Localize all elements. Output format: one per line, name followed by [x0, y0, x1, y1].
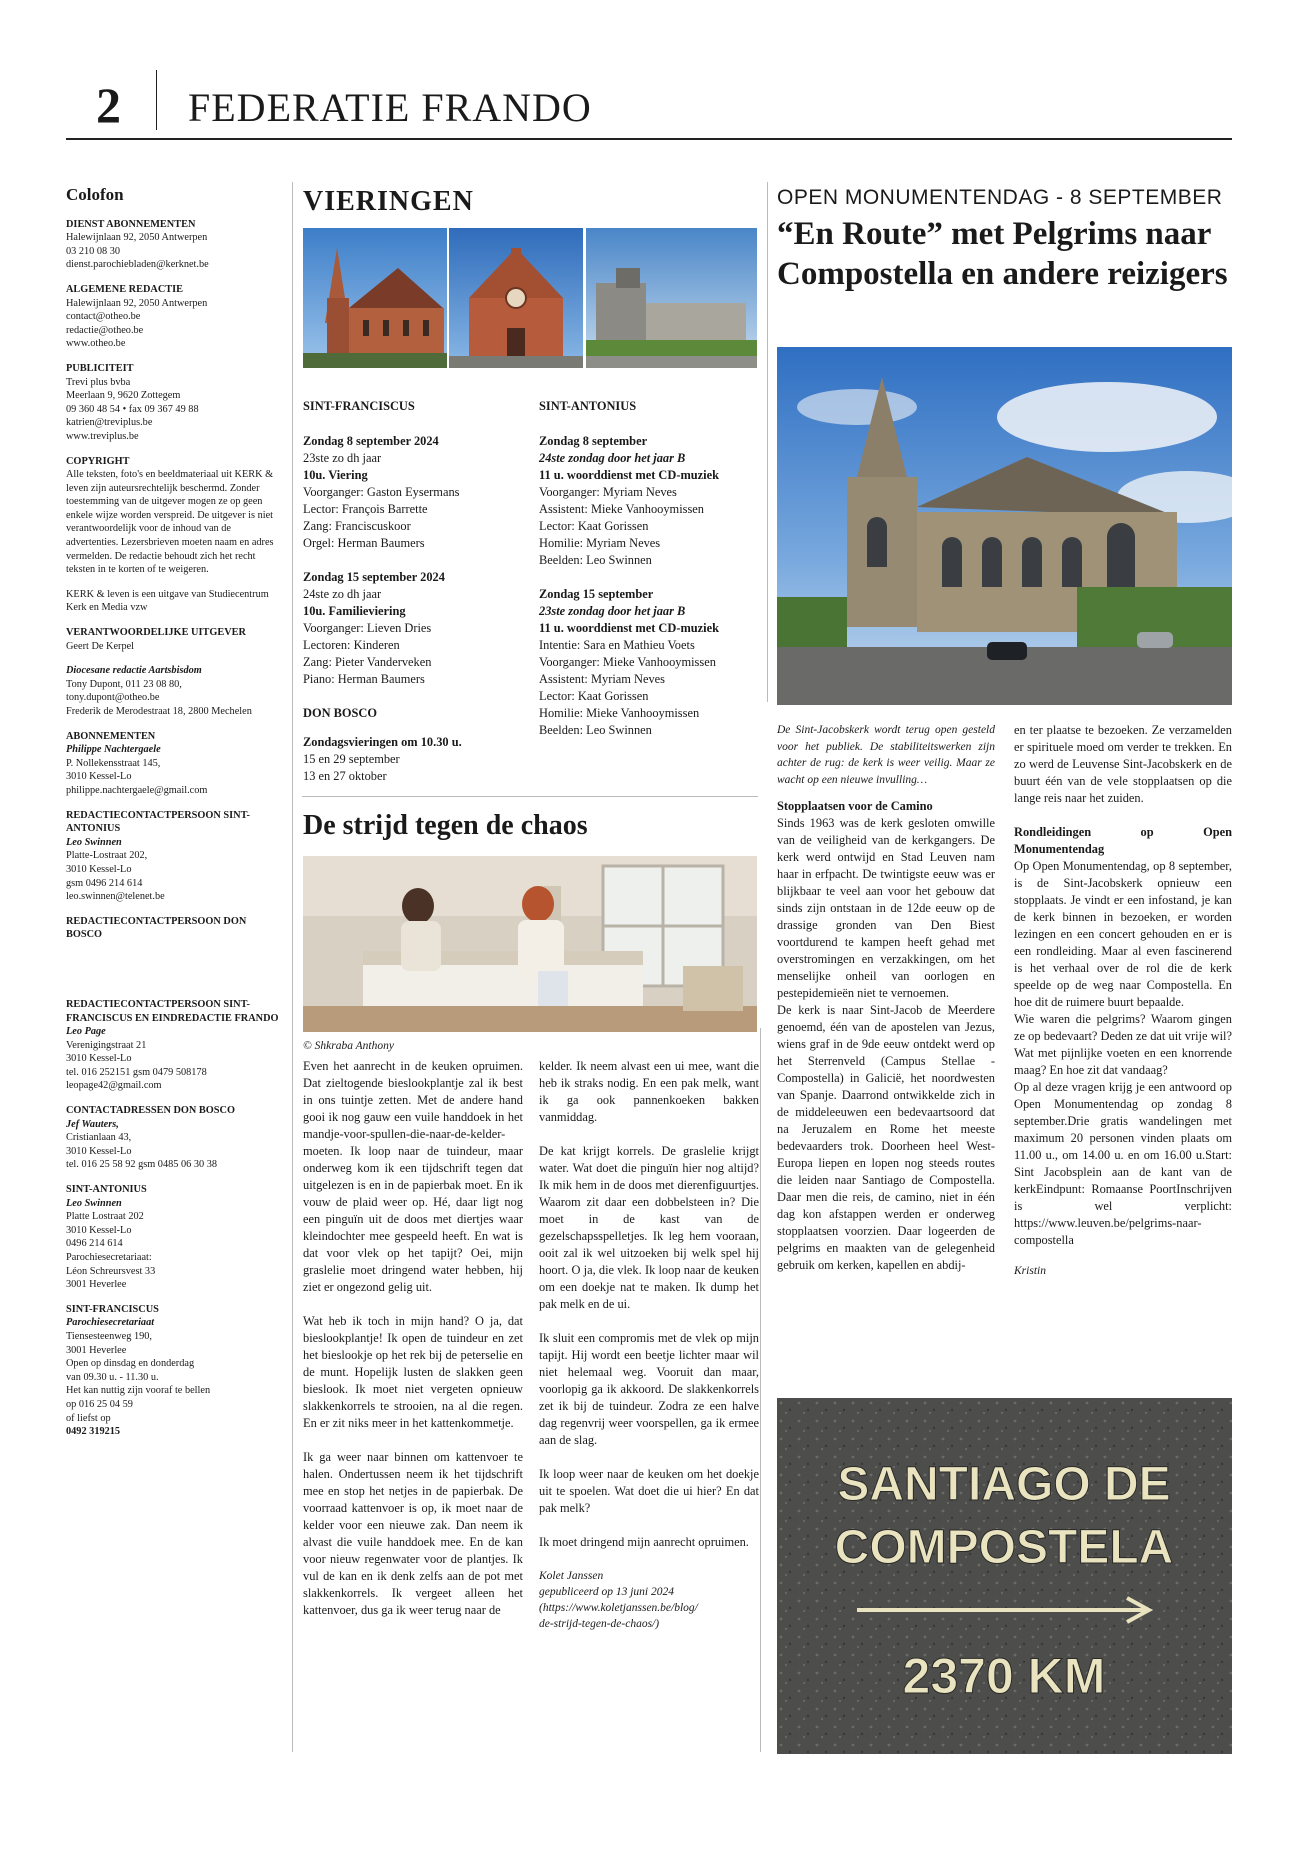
church-photo-donbosco	[586, 228, 757, 368]
service-line: Voorganger: Gaston Eysermans	[303, 485, 460, 499]
service-sunday: 24ste zondag door het jaar B	[539, 451, 686, 465]
paragraph: Sinds 1963 was de kerk gesloten omwille van de veiligheid van de kerkgangers. De kerk werd ontwijd en Stad Leuven nam haar in erfpacht. De twintigste eeuw was er blijkbaar te veel aan voor het gebouw dat sinds zijn ontstaan in de 12de eeuw op de drassige gronden van Den Biest voortdurend te kampen heeft gehad met overstromingen en verzakkingen, om het menselijke onheil van oorlogen en pestepidemieën niet te vernoemen.	[777, 816, 995, 1000]
colofon-heading: ABONNEMENTEN	[66, 730, 156, 742]
service-date: Zondagsvieringen om 10.30 u.	[303, 735, 462, 749]
services-antonius	[539, 398, 757, 739]
service-line: Homilie: Mieke Vanhooymissen	[539, 706, 700, 720]
colofon-contact-name: Parochiesecretariaat	[66, 1317, 155, 1329]
colofon-line: Tiensesteenweg 190,	[66, 1330, 152, 1342]
paragraph: kelder. Ik neem alvast een ui mee, want die heb ik straks nodig. En een pak melk, want ik ga ook pannenkoeken bakken vanmiddag.	[539, 1059, 759, 1124]
colofon-contact-name: Leo Swinnen	[66, 836, 122, 848]
colofon-line: Geert De Kerpel	[66, 640, 135, 652]
colofon-title: Colofon	[66, 185, 124, 204]
church-photo-franciscus	[303, 228, 447, 368]
colofon-contact-name: Jef Wauters,	[66, 1118, 119, 1130]
colofon-line: Halewijnlaan 92, 2050 Antwerpen	[66, 232, 208, 244]
colofon-line: Halewijnlaan 92, 2050 Antwerpen	[66, 297, 208, 309]
service-line: Orgel: Herman Baumers	[303, 536, 425, 550]
paragraph: Ik moet dringend mijn aanrecht opruimen.	[539, 1535, 749, 1549]
colofon-contact-name: Diocesane redactie Aartsbisdom	[66, 665, 202, 677]
colofon-line: tel. 016 25 58 92 gsm 0485 06 30 38	[66, 1159, 218, 1171]
service-type: 10u. Familieviering	[303, 604, 406, 618]
colofon-blocks	[66, 218, 282, 1439]
section-kicker: OPEN MONUMENTENDAG - 8 SEPTEMBER	[777, 186, 1223, 209]
service-line: Homilie: Myriam Neves	[539, 536, 661, 550]
monument-column-1	[777, 722, 995, 1274]
service-line: Beelden: Leo Swinnen	[539, 553, 652, 567]
colofon-line: Verenigingstraat 21	[66, 1039, 147, 1051]
colofon-line: Cristianlaan 43,	[66, 1132, 132, 1144]
colofon-contact-name: Leo Page	[66, 1026, 106, 1038]
paragraph: Wie waren die pelgrims? Waarom gingen ze op bedevaart? Deden ze dat uit vrije wil? Wat met pijnlijke voeten en een knorrende maag? En hoe zit dat vandaag?	[1014, 1012, 1232, 1077]
colofon-line: 03 210 08 30	[66, 245, 121, 257]
colofon-line: Open op dinsdag en donderdag	[66, 1358, 195, 1370]
colofon-line: van 09.30 u. - 11.30 u.	[66, 1371, 159, 1383]
article-signature	[539, 1568, 759, 1632]
publish-date: gepubliceerd op 13 juni 2024	[539, 1586, 674, 1598]
column-divider	[760, 1028, 761, 1752]
service-line: Zang: Pieter Vanderveken	[303, 655, 432, 669]
colofon-block	[66, 283, 282, 351]
colofon-line: 3010 Kessel-Lo	[66, 771, 132, 783]
colofon-block	[66, 664, 282, 718]
colofon-heading: REDACTIECONTACTPERSOON DON BOSCO	[66, 915, 247, 941]
plaque-line-2: COMPOSTELA	[834, 1521, 1174, 1574]
service-line: Lector: François Barrette	[303, 502, 428, 516]
service-line: Lector: Kaat Gorissen	[539, 519, 649, 533]
cleaning-photo	[303, 856, 757, 1032]
colofon-heading: ALGEMENE REDACTIE	[66, 283, 184, 295]
colofon-heading: SINT-FRANCISCUS	[66, 1303, 159, 1315]
service-date: Zondag 8 september 2024	[303, 434, 439, 448]
plaque-distance: 2370 KM	[902, 1648, 1106, 1704]
colofon-line: Meerlaan 9, 9620 Zottegem	[66, 390, 181, 402]
service-date: Zondag 8 september	[539, 434, 648, 448]
service-line: Voorganger: Mieke Vanhooymissen	[539, 655, 716, 669]
chaos-column-2	[539, 1058, 759, 1632]
paragraph: en ter plaatse te bezoeken. Ze verzamelden er spirituele moed om verder te trekken. En zo werd de Leuvense Sint-Jacobskerk en de buurt één van de vele stopplaatsen op die lange reis naar het zuiden.	[1014, 723, 1232, 805]
colofon-line: Trevi plus bvba	[66, 376, 131, 388]
colofon-line: Tony Dupont, 011 23 08 80,	[66, 678, 182, 690]
service-sunday: 23ste zondag door het jaar B	[539, 604, 686, 618]
colofon-line: tony.dupont@otheo.be	[66, 692, 160, 704]
sint-jacobskerk-photo	[777, 347, 1232, 705]
colofon-line: redactie@otheo.be	[66, 324, 144, 336]
service-line: Assistent: Mieke Vanhooymissen	[539, 502, 704, 516]
colofon-contact-name: Philippe Nachtergaele	[66, 744, 161, 756]
page-number: 2	[96, 77, 121, 133]
colofon-line: 3010 Kessel-Lo	[66, 1224, 132, 1236]
church-photo-antonius	[449, 228, 583, 368]
colofon-line: 3001 Heverlee	[66, 1344, 127, 1356]
service-line: Assistent: Myriam Neves	[539, 672, 665, 686]
parish-heading: SINT-ANTONIUS	[539, 399, 637, 413]
colofon-heading: CONTACTADRESSEN DON BOSCO	[66, 1105, 235, 1117]
paragraph: Op al deze vragen krijg je een antwoord op Open Monumentendag op zondag 8 september.Drie gratis wandelingen met maximum 20 personen vinden plaats om 11.00 u., om 14.00 u. en om 16.00 u.Start: Sint Jacobsplein aan de kant van de kerkEindpunt: Romaanse PoortInschrijven is wel verplicht: https://www.leuven.be/pelgrims-naar-compostella	[1014, 1080, 1232, 1247]
service-date: Zondag 15 september	[539, 587, 654, 601]
colofon-line: www.otheo.be	[66, 338, 126, 350]
colofon-block	[66, 1104, 282, 1172]
colofon-line: 09 360 48 54 • fax 09 367 49 88	[66, 403, 199, 415]
publication-title: FEDERATIE FRANDO	[188, 85, 592, 130]
colofon-block	[66, 1183, 282, 1292]
colofon-line: 0496 214 614	[66, 1238, 123, 1250]
paragraph: Ik ga weer naar binnen om kattenvoer te halen. Ondertussen neem ik het tijdschrift mee en stop het netjes in de papierbak. De voorraad kattenvoer is op, ik moet naar de kelder voor een nieuwe zak. Dan neem ik alvast die vuile handdoek mee. En de kan voor nieuw regenwater voor de plantjes. Ik vul de kan en ik denk zelfs aan de pot met slakkenkorrels. Ik vergeet alleen het kattenvoer, dus ga ik weer terug naar de	[303, 1450, 523, 1617]
colofon-heading: REDACTIECONTACTPERSOON SINT-ANTONIUS	[66, 809, 250, 835]
source-link: de-strijd-tegen-de-chaos/)	[539, 1618, 660, 1630]
colofon-line: 3001 Heverlee	[66, 1279, 127, 1291]
service-sunday: 23ste zo dh jaar	[303, 451, 382, 465]
column-divider	[292, 182, 293, 1752]
service-line: Voorganger: Myriam Neves	[539, 485, 677, 499]
paragraph: Ik loop weer naar de keuken om het doekje uit te spoelen. Wat doet die ui hier? En dat pak melk?	[539, 1467, 759, 1515]
colofon-line: philippe.nachtergaele@gmail.com	[66, 784, 208, 796]
paragraph: De kerk is naar Sint-Jacob de Meerdere genoemd, één van de apostelen van Jezus, wiens graf in de 9de eeuw ontdekt werd op het Sterrenveld (Campus Stellae - Compostella) in Galicië, het noordwesten van Spanje. Daarrond ontwikkelde zich in de middeleeuwen een bedevaartsoord dat na Jeruzalem en Rome het meeste bedevaarders trok. Doorheen heel West-Europa liepen en lopen nog steeds routes die leiden naar Santiago de Compostella. Daar men die reis, de camino, niet in één dag kon afstappen werden er onderweg stopplaatsen voorzien. Daar logeerden de pelgrims en maakten van de gelegenheid gebruik om kerken, kapellen en abdij-	[777, 1003, 995, 1272]
colofon-block	[66, 588, 282, 615]
colofon-line: www.treviplus.be	[66, 430, 139, 442]
author-name: Kolet Janssen	[539, 1570, 604, 1582]
colofon-line: op 016 25 04 59	[66, 1398, 133, 1410]
source-link: (https://www.koletjanssen.be/blog/	[539, 1602, 698, 1614]
service-line: Beelden: Leo Swinnen	[539, 723, 652, 737]
colofon-block	[66, 730, 282, 798]
colofon-line: contact@otheo.be	[66, 311, 141, 323]
service-line: Lectoren: Kinderen	[303, 638, 400, 652]
colofon	[66, 185, 282, 1450]
paragraph: Even het aanrecht in de keuken opruimen. Dat zieltogende bieslookplantje zal ik best in ons tuintje zetten. Met de andere hand gooi ik nog gauw een vuile handdoek in het mandje-voor-spullen-die-naar-de-kelder-moeten. Ik loop naar de tuindeur, maar onderweg kom ik een tijdschrift tegen dat uitgelezen is en in de papierbak moet. En ik vouw de plaid weer op. Hé, daar ligt nog een pinguïn uit de doos met diertjes waar kleindochter mee gespeeld heeft. En wat is dat voor vlek op het tapijt? Oei, mijn graslelie moet dringend water hebben, hij ziet er ongezond gelig uit.	[303, 1059, 523, 1294]
colofon-heading: SINT-ANTONIUS	[66, 1184, 147, 1196]
monument-title: “En Route” met Pelgrims naar Compostella en andere reizigers	[777, 216, 1228, 292]
colofon-line: 3010 Kessel-Lo	[66, 1053, 132, 1065]
colofon-heading: COPYRIGHT	[66, 455, 130, 467]
colofon-line: KERK & leven is een uitgave van Studiecentrum Kerk en Media vzw	[66, 588, 269, 614]
section-divider	[302, 796, 758, 797]
colofon-heading: DIENST ABONNEMENTEN	[66, 218, 196, 230]
paragraph: Op Open Monumentendag, op 8 september, is de Sint-Jacobskerk opnieuw een stopplaats. Je vindt er een infostand, je kan de kerk binnen in bezoeken, er worden lezingen en een concert gehouden en er is een rondleiding. Maar al even fascinerend is het verhaal over de rol die de kerk speelde op de weg naar Compostella. En hoe dit de ruimere buurt bepaalde.	[1014, 859, 1232, 1009]
vieringen-title: VIERINGEN	[303, 186, 474, 217]
colofon-line: gsm 0496 214 614	[66, 877, 143, 889]
service-line: 13 en 27 oktober	[303, 769, 387, 783]
chaos-column-1	[303, 1058, 523, 1636]
colofon-block	[66, 218, 282, 272]
service-date: Zondag 15 september 2024	[303, 570, 445, 584]
chaos-title: De strijd tegen de chaos	[303, 810, 588, 841]
service-line: Piano: Herman Baumers	[303, 672, 425, 686]
service-line: Lector: Kaat Gorissen	[539, 689, 649, 703]
service-line: Intentie: Sara en Mathieu Voets	[539, 638, 695, 652]
colofon-block	[66, 455, 282, 577]
service-type: 11 u. woorddienst met CD-muziek	[539, 621, 720, 635]
service-line: Zang: Franciscuskoor	[303, 519, 411, 533]
header-rule	[66, 138, 1232, 140]
colofon-block	[66, 915, 282, 942]
colofon-block	[66, 998, 282, 1093]
service-type: 11 u. woorddienst met CD-muziek	[539, 468, 720, 482]
colofon-line: Platte-Lostraat 202,	[66, 850, 148, 862]
subheading: Stopplaatsen voor de Camino	[777, 799, 933, 813]
service-type: 10u. Viering	[303, 468, 368, 482]
colofon-line: Léon Schreursvest 33	[66, 1265, 156, 1277]
plaque-line-1: SANTIAGO DE	[837, 1458, 1171, 1511]
paragraph: Ik sluit een compromis met de vlek op mijn tapijt. Hij wordt een beetje lichter maar wil niet helemaal weg. Vooruit dan maar, voorlopig ga ik akkoord. De slakkenkorrels zet ik bij de tuindeur. Zodra ze een halve dag regenvrij weer voorspellen, ga ik ermee aan de slag.	[539, 1331, 759, 1447]
colofon-line: 3010 Kessel-Lo	[66, 863, 132, 875]
colofon-line: katrien@treviplus.be	[66, 417, 153, 429]
colofon-heading: VERANTWOORDELIJKE UITGEVER	[66, 627, 246, 639]
colofon-block	[66, 626, 282, 653]
services-franciscus	[303, 398, 521, 785]
photo-credit: © Shkraba Anthony	[303, 1040, 394, 1052]
service-line: Voorganger: Lieven Dries	[303, 621, 432, 635]
service-line: 15 en 29 september	[303, 752, 400, 766]
colofon-block	[66, 809, 282, 904]
photo-caption: De Sint-Jacobskerk wordt terug open gesteld voor het publiek. De stabiliteitswerken zijn achter de rug: de kerk is weer veilig. Maar ze wacht op een nieuwe invulling…	[777, 724, 995, 786]
paragraph: De kat krijgt korrels. De graslelie krijgt water. Wat doet die pinguïn hier nog altijd? Ik mik hem in de doos met dierenfiguurtjes. Waarom zit daar een dobbelsteen in? Die moet in de kast van de gezelschapsspelletjes. Ik leg hem vooraan, ooit zal ik wel uitzoeken bij welk spel hij hoort. O ja, die vlek. Ik loop naar de keuken om een doekje nat te maken. Ik dump het pak melk en de ui.	[539, 1144, 759, 1311]
author-name: Kristin	[1014, 1265, 1046, 1277]
colofon-line: Parochiesecretariaat:	[66, 1252, 152, 1263]
subheading: Rondleidingen op Open Monumentendag	[1014, 825, 1232, 856]
colofon-block	[66, 362, 282, 444]
colofon-line: of liefst op	[66, 1412, 111, 1424]
colofon-line: Platte Lostraat 202	[66, 1211, 144, 1223]
parish-heading: DON BOSCO	[303, 706, 378, 720]
colofon-line: Het kan nuttig zijn vooraf te bellen	[66, 1385, 211, 1397]
service-sunday: 24ste zo dh jaar	[303, 587, 382, 601]
colofon-line: Frederik de Merodestraat 18, 2800 Mechelen	[66, 706, 252, 717]
santiago-plaque-photo	[777, 1398, 1232, 1754]
colofon-line: dienst.parochiebladen@kerknet.be	[66, 259, 209, 271]
header-divider	[156, 70, 157, 130]
parish-heading: SINT-FRANCISCUS	[303, 399, 415, 413]
colofon-line: P. Nollekensstraat 145,	[66, 757, 161, 769]
colofon-line: tel. 016 252151 gsm 0479 508178	[66, 1066, 207, 1078]
colofon-block	[66, 1303, 282, 1439]
column-divider	[767, 182, 768, 702]
colofon-line: Alle teksten, foto's en beeldmateriaal uit KERK & leven zijn auteursrechtelijk beschermd. Zonder toestemming van de uitgever mogen ze op geen enkele wijze worden verspreid. De uitgever is niet verantwoordelijk voor de inhoud van de advertenties. Lezersbrieven moeten naam en adres vermelden. De redactie behoudt zich het recht teksten in te korten of te weigeren.	[66, 469, 274, 576]
monument-column-2	[1014, 722, 1232, 1280]
colofon-phone: 0492 319215	[66, 1426, 121, 1438]
colofon-line: leo.swinnen@telenet.be	[66, 891, 165, 903]
colofon-heading: PUBLICITEIT	[66, 362, 134, 374]
colofon-line: 3010 Kessel-Lo	[66, 1145, 132, 1157]
colofon-contact-name: Leo Swinnen	[66, 1197, 122, 1209]
paragraph: Wat heb ik toch in mijn hand? O ja, dat bieslookplantje! Ik open de tuindeur en zet het bieslookje op het rek bij de peterselie en de munt. Hopelijk lusten de slakken geen bieslook. Ik moet niet vergeten opnieuw slakkenkorrels te strooien, na al die regen. En er zit niks meer in het kattenkommetje.	[303, 1314, 523, 1430]
colofon-line: leopage42@gmail.com	[66, 1080, 162, 1092]
colofon-heading: REDACTIECONTACTPERSOON SINT-FRANCISCUS EN EINDREDACTIE FRANDO	[66, 998, 279, 1024]
